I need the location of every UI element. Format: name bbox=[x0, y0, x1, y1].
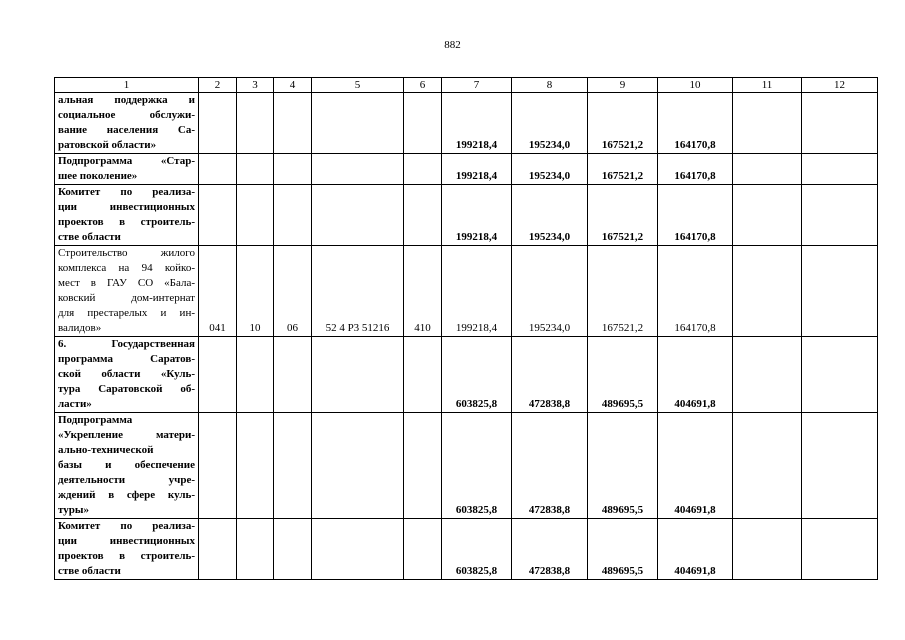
cell-col-4 bbox=[274, 519, 312, 580]
cell-col-12 bbox=[802, 185, 878, 246]
row-name-line: вание населения Са- bbox=[58, 124, 195, 136]
cell-col-11 bbox=[733, 185, 802, 246]
row-name-line: ции инвестиционных bbox=[58, 535, 195, 547]
cell-col-6 bbox=[404, 154, 442, 185]
row-name-line: шее поколение» bbox=[58, 170, 138, 182]
cell-col-9: 489695,5 bbox=[588, 519, 658, 580]
cell-col-11 bbox=[733, 519, 802, 580]
cell-col-10: 164170,8 bbox=[658, 185, 733, 246]
cell-col-6 bbox=[404, 337, 442, 413]
cell-col-7: 199218,4 bbox=[442, 185, 512, 246]
table-row bbox=[55, 185, 878, 246]
cell-col-2 bbox=[199, 93, 237, 154]
cell-col-2: 041 bbox=[199, 246, 237, 337]
row-name-line: Подпрограмма bbox=[58, 414, 133, 426]
cell-col-2 bbox=[199, 185, 237, 246]
cell-col-6 bbox=[404, 413, 442, 519]
cell-col-5 bbox=[312, 185, 404, 246]
row-name-line: ласти» bbox=[58, 398, 92, 410]
cell-col-7: 603825,8 bbox=[442, 413, 512, 519]
table-row bbox=[55, 337, 878, 413]
cell-col-10: 164170,8 bbox=[658, 246, 733, 337]
column-header-6: 6 bbox=[404, 78, 442, 93]
row-name-line: деятельности учре- bbox=[58, 474, 195, 486]
row-name-line: «Укрепление матери- bbox=[58, 429, 195, 441]
cell-col-8: 472838,8 bbox=[512, 337, 588, 413]
cell-col-7: 199218,4 bbox=[442, 93, 512, 154]
cell-col-10: 164170,8 bbox=[658, 154, 733, 185]
table-row bbox=[55, 154, 878, 185]
cell-col-5 bbox=[312, 519, 404, 580]
cell-col-5 bbox=[312, 337, 404, 413]
row-name-line: Строительство жилого bbox=[58, 247, 195, 259]
row-name-line: для престарелых и ин- bbox=[58, 307, 195, 319]
cell-col-3 bbox=[237, 154, 274, 185]
row-name bbox=[55, 413, 199, 519]
row-name bbox=[55, 93, 199, 154]
cell-col-8: 195234,0 bbox=[512, 154, 588, 185]
cell-col-12 bbox=[802, 519, 878, 580]
column-header-4: 4 bbox=[274, 78, 312, 93]
cell-col-7: 603825,8 bbox=[442, 519, 512, 580]
cell-col-4 bbox=[274, 93, 312, 154]
cell-col-10: 404691,8 bbox=[658, 337, 733, 413]
cell-col-4 bbox=[274, 154, 312, 185]
cell-col-9: 167521,2 bbox=[588, 185, 658, 246]
table-header-row bbox=[55, 78, 878, 93]
cell-col-12 bbox=[802, 154, 878, 185]
cell-col-11 bbox=[733, 337, 802, 413]
row-name bbox=[55, 185, 199, 246]
cell-col-9: 489695,5 bbox=[588, 337, 658, 413]
row-name-line: стве области bbox=[58, 565, 121, 577]
cell-col-10: 404691,8 bbox=[658, 413, 733, 519]
row-name-line: ждений в сфере куль- bbox=[58, 489, 195, 501]
row-name-line: ковский дом-интернат bbox=[58, 292, 195, 304]
cell-col-3 bbox=[237, 519, 274, 580]
cell-col-11 bbox=[733, 413, 802, 519]
cell-col-5: 52 4 Р3 51216 bbox=[312, 246, 404, 337]
row-name-line: ально-технической bbox=[58, 444, 154, 456]
row-name-line: комплекса на 94 койко- bbox=[58, 262, 195, 274]
column-header-9: 9 bbox=[588, 78, 658, 93]
cell-col-10: 164170,8 bbox=[658, 93, 733, 154]
row-name-line: стве области bbox=[58, 231, 121, 243]
cell-col-8: 195234,0 bbox=[512, 246, 588, 337]
cell-col-3 bbox=[237, 185, 274, 246]
cell-col-11 bbox=[733, 93, 802, 154]
row-name-line: Комитет по реализа- bbox=[58, 520, 195, 532]
row-name-line: Комитет по реализа- bbox=[58, 186, 195, 198]
row-name-line: тура Саратовской об- bbox=[58, 383, 195, 395]
cell-col-10: 404691,8 bbox=[658, 519, 733, 580]
cell-col-6 bbox=[404, 185, 442, 246]
column-header-1: 1 bbox=[55, 78, 199, 93]
row-name-line: ской области «Куль- bbox=[58, 368, 195, 380]
cell-col-2 bbox=[199, 413, 237, 519]
row-name-line: валидов» bbox=[58, 322, 102, 334]
cell-col-12 bbox=[802, 93, 878, 154]
cell-col-8: 195234,0 bbox=[512, 93, 588, 154]
cell-col-8: 472838,8 bbox=[512, 413, 588, 519]
table-row bbox=[55, 246, 878, 337]
row-name-line: ратовской области» bbox=[58, 139, 157, 151]
page-number: 882 bbox=[444, 39, 461, 51]
cell-col-3: 10 bbox=[237, 246, 274, 337]
cell-col-6 bbox=[404, 519, 442, 580]
row-name-line: Подпрограмма «Стар- bbox=[58, 155, 195, 167]
cell-col-3 bbox=[237, 337, 274, 413]
cell-col-11 bbox=[733, 154, 802, 185]
cell-col-12 bbox=[802, 413, 878, 519]
row-name bbox=[55, 519, 199, 580]
cell-col-4 bbox=[274, 413, 312, 519]
column-header-12: 12 bbox=[802, 78, 878, 93]
row-name-line: 6. Государственная bbox=[58, 338, 195, 350]
row-name-line: ции инвестиционных bbox=[58, 201, 195, 213]
table-row bbox=[55, 413, 878, 519]
cell-col-8: 195234,0 bbox=[512, 185, 588, 246]
row-name bbox=[55, 154, 199, 185]
cell-col-2 bbox=[199, 519, 237, 580]
cell-col-7: 199218,4 bbox=[442, 246, 512, 337]
cell-col-2 bbox=[199, 154, 237, 185]
row-name bbox=[55, 246, 199, 337]
cell-col-9: 167521,2 bbox=[588, 93, 658, 154]
row-name-line: проектов в строитель- bbox=[58, 550, 195, 562]
cell-col-6: 410 bbox=[404, 246, 442, 337]
row-name-line: проектов в строитель- bbox=[58, 216, 195, 228]
cell-col-4 bbox=[274, 185, 312, 246]
cell-col-5 bbox=[312, 154, 404, 185]
cell-col-3 bbox=[237, 413, 274, 519]
cell-col-6 bbox=[404, 93, 442, 154]
cell-col-4 bbox=[274, 337, 312, 413]
cell-col-7: 603825,8 bbox=[442, 337, 512, 413]
column-header-8: 8 bbox=[512, 78, 588, 93]
row-name-line: альная поддержка и bbox=[58, 94, 195, 106]
cell-col-5 bbox=[312, 93, 404, 154]
row-name bbox=[55, 337, 199, 413]
table-row bbox=[55, 93, 878, 154]
cell-col-2 bbox=[199, 337, 237, 413]
column-header-3: 3 bbox=[237, 78, 274, 93]
column-header-5: 5 bbox=[312, 78, 404, 93]
budget-table bbox=[54, 77, 878, 580]
column-header-7: 7 bbox=[442, 78, 512, 93]
cell-col-12 bbox=[802, 246, 878, 337]
column-header-11: 11 bbox=[733, 78, 802, 93]
row-name-line: базы и обеспечение bbox=[58, 459, 195, 471]
row-name-line: туры» bbox=[58, 504, 89, 516]
row-name-line: социальное обслужи- bbox=[58, 109, 195, 121]
cell-col-9: 167521,2 bbox=[588, 246, 658, 337]
cell-col-9: 167521,2 bbox=[588, 154, 658, 185]
column-header-10: 10 bbox=[658, 78, 733, 93]
row-name-line: мест в ГАУ СО «Бала- bbox=[58, 277, 195, 289]
cell-col-4: 06 bbox=[274, 246, 312, 337]
table-row bbox=[55, 519, 878, 580]
cell-col-3 bbox=[237, 93, 274, 154]
cell-col-8: 472838,8 bbox=[512, 519, 588, 580]
row-name-line: программа Саратов- bbox=[58, 353, 195, 365]
cell-col-11 bbox=[733, 246, 802, 337]
cell-col-5 bbox=[312, 413, 404, 519]
cell-col-9: 489695,5 bbox=[588, 413, 658, 519]
cell-col-7: 199218,4 bbox=[442, 154, 512, 185]
column-header-2: 2 bbox=[199, 78, 237, 93]
cell-col-12 bbox=[802, 337, 878, 413]
